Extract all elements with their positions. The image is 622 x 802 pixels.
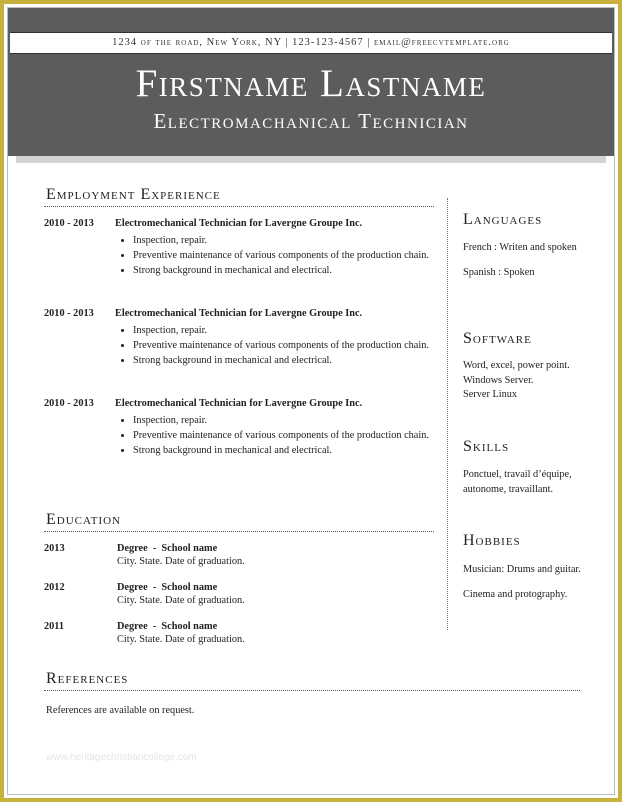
column-divider [447, 198, 448, 630]
job-bullets [115, 233, 433, 278]
hobby-item: Musician: Drums and guitar. [463, 564, 581, 575]
job-title: Electromachanical Technician [153, 109, 469, 133]
job-bullets [115, 413, 433, 458]
skills-heading: Skills [463, 438, 510, 455]
hobbies-heading: Hobbies [463, 532, 521, 549]
job-bullet: • Strong background in mechanical and electrical. [133, 353, 433, 368]
job-dates: 2010 - 2013 [44, 218, 94, 229]
job-dates: 2010 - 2013 [44, 308, 94, 319]
job-dates: 2010 - 2013 [44, 398, 94, 409]
language-item: Spanish : Spoken [463, 266, 535, 278]
job-bullet: • Inspection, repair. [133, 413, 433, 428]
job-bullet: • Preventive maintenance of various components of the production chain. [133, 428, 433, 443]
languages-list [463, 241, 588, 280]
resume-header [8, 8, 614, 156]
hobby-item: Cinema and protography. [463, 588, 568, 600]
job-bullet: • Inspection, repair. [133, 323, 433, 338]
references-text: References are available on request. [46, 705, 195, 716]
employment-heading: Employment Experience [46, 186, 221, 203]
full-name: Firstname Lastname [135, 62, 487, 105]
job-bullets [115, 323, 433, 368]
references-heading: References [46, 670, 129, 687]
education-year: 2011 [44, 621, 65, 632]
job-role: Electromechanical Technician for Lavergne Groupe Inc. [115, 308, 363, 319]
skills-item: Ponctuel, travail d’équipe, autonome, travaillant. [463, 469, 572, 495]
job-bullet: • Inspection, repair. [133, 233, 433, 248]
education-degree: Degree - School name [117, 543, 218, 554]
job-role: Electromechanical Technician for Lavergne Groupe Inc. [115, 398, 363, 409]
job-bullet: • Preventive maintenance of various components of the production chain. [133, 338, 433, 353]
software-item: Server Linux [463, 389, 518, 400]
education-rule [44, 531, 434, 532]
education-year: 2013 [44, 543, 65, 554]
education-details: City. State. Date of graduation. [117, 556, 245, 567]
education-heading: Education [46, 511, 121, 528]
contact-line: 1234 of the road, New York, NY | 123-123-4567 | email@freecvtemplate.org [10, 32, 612, 54]
employment-rule [44, 206, 434, 207]
job-bullet: • Preventive maintenance of various components of the production chain. [133, 248, 433, 263]
software-heading: Software [463, 330, 532, 347]
education-details: City. State. Date of graduation. [117, 595, 245, 606]
language-item: French : Writen and spoken [463, 242, 577, 253]
header-shadow [16, 156, 606, 163]
job-bullet: • Strong background in mechanical and electrical. [133, 263, 433, 278]
languages-heading: Languages [463, 211, 543, 228]
software-item: Word, excel, power point. [463, 360, 570, 371]
software-item: Windows Server. [463, 374, 534, 386]
education-details: City. State. Date of graduation. [117, 634, 245, 645]
education-degree: Degree - School name [117, 582, 218, 593]
education-year: 2012 [44, 582, 65, 593]
watermark-text: www.heritagechristiancollege.com [46, 752, 197, 763]
resume-page [7, 7, 615, 795]
job-role: Electromechanical Technician for Lavergne Groupe Inc. [115, 218, 363, 229]
hobbies-list [463, 563, 588, 602]
software-list [463, 359, 588, 403]
job-bullet: • Strong background in mechanical and electrical. [133, 443, 433, 458]
references-rule [44, 690, 580, 691]
skills-list [463, 468, 588, 497]
education-degree: Degree - School name [117, 621, 218, 632]
